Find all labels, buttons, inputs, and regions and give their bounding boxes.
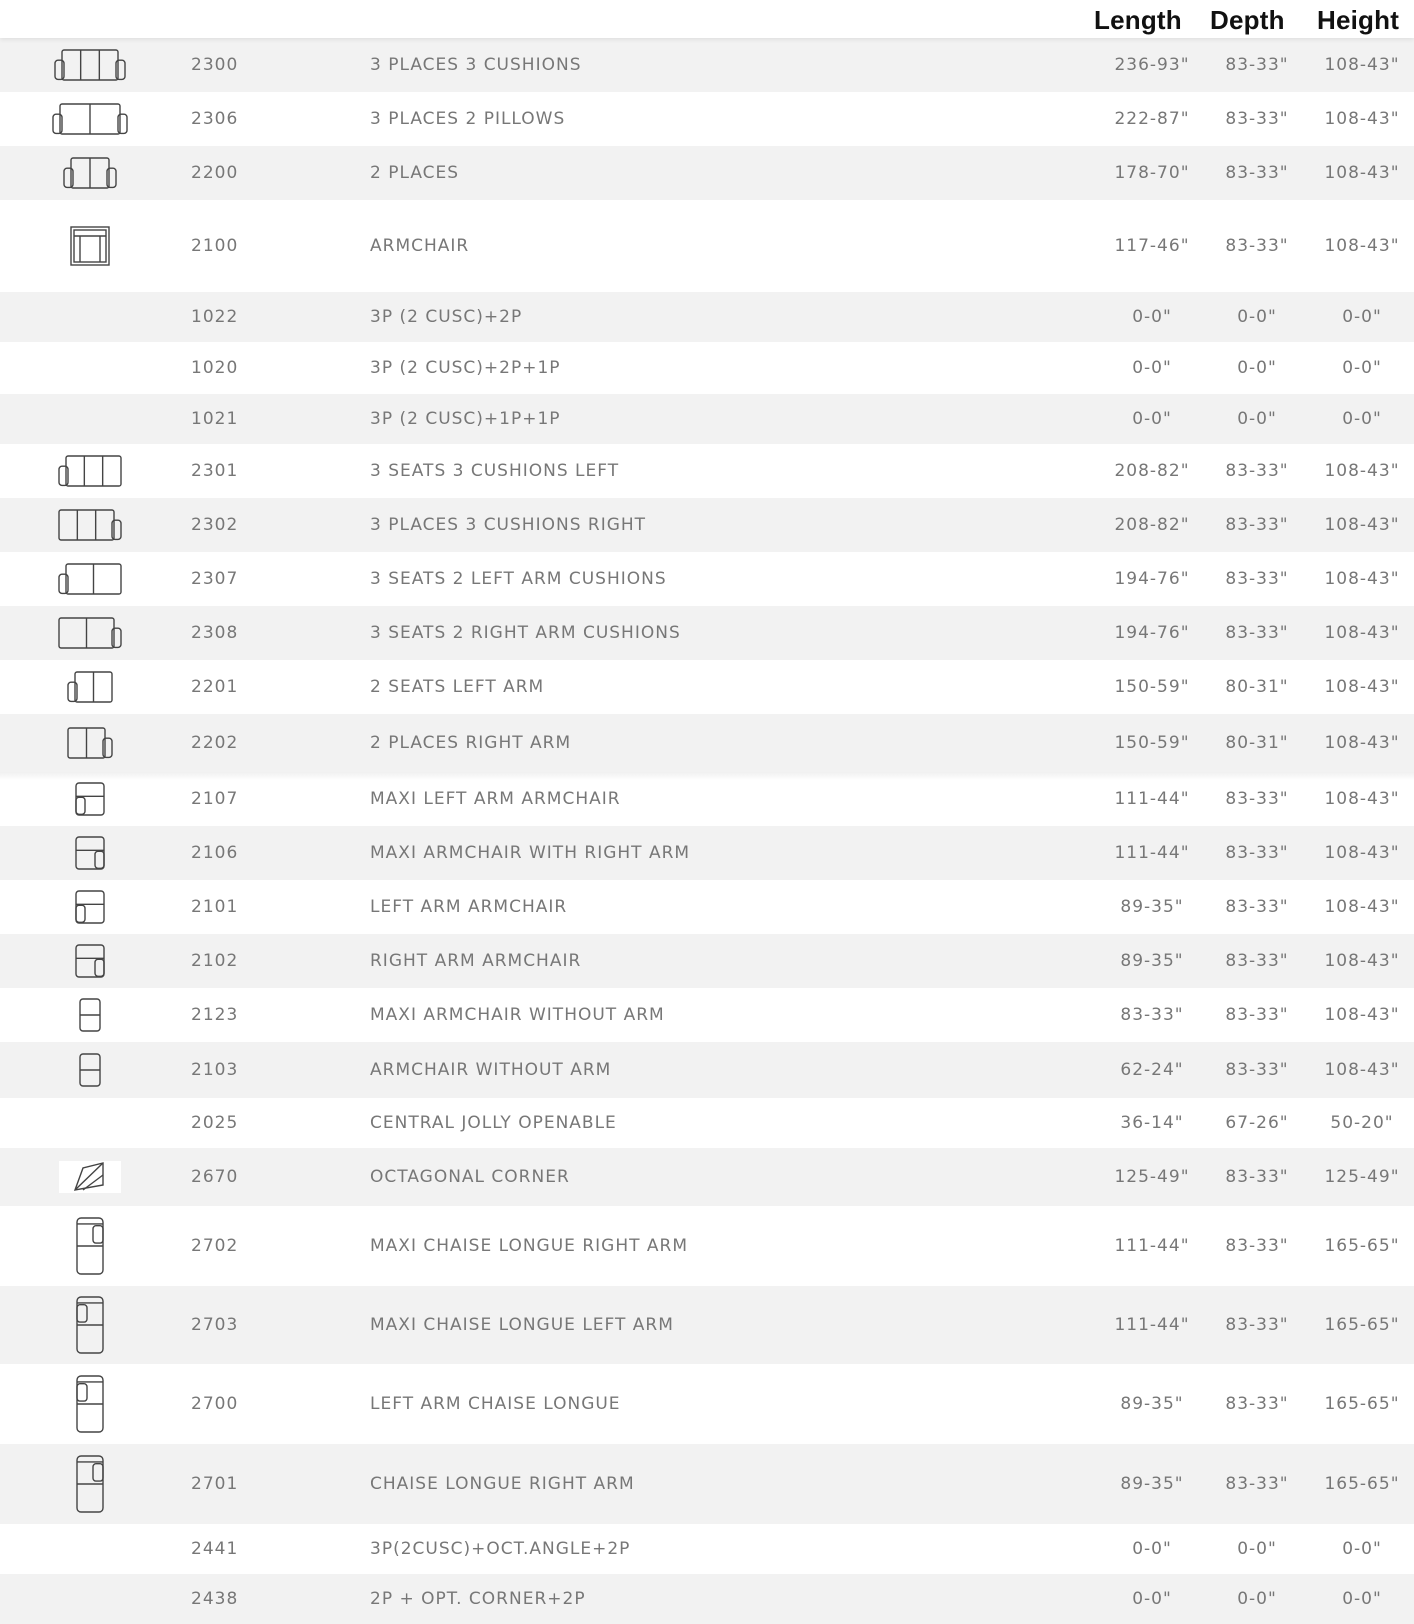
length-value: 62-24" — [1120, 1060, 1184, 1080]
depth-value: 83-33" — [1225, 163, 1289, 183]
table-row — [0, 660, 1414, 714]
depth-value: 83-33" — [1225, 789, 1289, 809]
product-description: 3 SEATS 3 CUSHIONS LEFT — [370, 461, 620, 481]
product-description: OCTAGONAL CORNER — [370, 1167, 570, 1187]
depth-value: 83-33" — [1225, 515, 1289, 535]
depth-value: 83-33" — [1225, 1315, 1289, 1335]
product-code: 2302 — [191, 515, 239, 535]
height-value: 108-43" — [1324, 843, 1400, 863]
height-value: 108-43" — [1324, 515, 1400, 535]
length-value: 0-0" — [1132, 1539, 1172, 1559]
product-description: MAXI ARMCHAIR WITH RIGHT ARM — [370, 843, 691, 863]
product-description: LEFT ARM ARMCHAIR — [370, 897, 568, 917]
product-code: 2123 — [191, 1005, 239, 1025]
product-code: 2308 — [191, 623, 239, 643]
depth-value: 83-33" — [1225, 843, 1289, 863]
depth-value: 0-0" — [1237, 1589, 1277, 1609]
table-row — [0, 92, 1414, 146]
product-code: 1022 — [191, 307, 239, 327]
height-value: 165-65" — [1324, 1394, 1400, 1414]
depth-value: 83-33" — [1225, 461, 1289, 481]
height-value: 108-43" — [1324, 951, 1400, 971]
length-value: 83-33" — [1120, 1005, 1184, 1025]
product-code: 2202 — [191, 733, 239, 753]
depth-value: 0-0" — [1237, 409, 1277, 429]
chair-no-arm-icon — [79, 1053, 101, 1087]
product-description: 2 PLACES — [370, 163, 460, 183]
depth-value: 83-33" — [1225, 109, 1289, 129]
product-code: 2703 — [191, 1315, 239, 1335]
height-value: 0-0" — [1342, 358, 1382, 378]
product-code: 2702 — [191, 1236, 239, 1256]
product-description: MAXI ARMCHAIR WITHOUT ARM — [370, 1005, 665, 1025]
height-value: 108-43" — [1324, 163, 1400, 183]
column-header-height: Height — [1317, 5, 1400, 35]
table-row — [0, 498, 1414, 552]
product-code: 2101 — [191, 897, 239, 917]
height-value: 0-0" — [1342, 409, 1382, 429]
length-value: 194-76" — [1114, 569, 1190, 589]
product-code: 2103 — [191, 1060, 239, 1080]
height-value: 0-0" — [1342, 307, 1382, 327]
column-header-depth: Depth — [1210, 5, 1285, 35]
length-value: 194-76" — [1114, 623, 1190, 643]
height-value: 0-0" — [1342, 1539, 1382, 1559]
length-value: 89-35" — [1120, 897, 1184, 917]
chair-left-arm-icon — [75, 782, 105, 816]
length-value: 236-93" — [1114, 55, 1190, 75]
depth-value: 83-33" — [1225, 1474, 1289, 1494]
table-row — [0, 394, 1414, 444]
table-row — [0, 1286, 1414, 1364]
height-value: 108-43" — [1324, 789, 1400, 809]
product-description: MAXI CHAISE LONGUE RIGHT ARM — [370, 1236, 688, 1256]
height-value: 108-43" — [1324, 569, 1400, 589]
chaise-left-arm-icon — [75, 1375, 105, 1433]
length-value: 0-0" — [1132, 307, 1172, 327]
table-row — [0, 1524, 1414, 1574]
product-code: 2107 — [191, 789, 239, 809]
product-code: 2670 — [191, 1167, 239, 1187]
table-row — [0, 1364, 1414, 1444]
product-description: 3 SEATS 2 RIGHT ARM CUSHIONS — [370, 623, 681, 643]
height-value: 108-43" — [1324, 55, 1400, 75]
table-row — [0, 1574, 1414, 1624]
depth-value: 0-0" — [1237, 358, 1277, 378]
product-description: 3P (2 CUSC)+2P — [370, 307, 523, 327]
table-row — [0, 146, 1414, 200]
sofa-2-cushion-left-arm-icon — [58, 563, 122, 595]
product-code: 2438 — [191, 1589, 239, 1609]
length-value: 111-44" — [1114, 1315, 1190, 1335]
depth-value: 83-33" — [1225, 236, 1289, 256]
sofa-3-cushions-icon — [54, 49, 126, 81]
table-row — [0, 444, 1414, 498]
height-value: 0-0" — [1342, 1589, 1382, 1609]
product-code: 2100 — [191, 236, 239, 256]
chaise-left-arm-icon — [75, 1296, 105, 1354]
depth-value: 83-33" — [1225, 897, 1289, 917]
product-description: CHAISE LONGUE RIGHT ARM — [370, 1474, 635, 1494]
product-description: MAXI CHAISE LONGUE LEFT ARM — [370, 1315, 674, 1335]
length-value: 178-70" — [1114, 163, 1190, 183]
depth-value: 0-0" — [1237, 307, 1277, 327]
sofa-2-left-arm-icon — [67, 671, 113, 703]
depth-value: 83-33" — [1225, 1060, 1289, 1080]
product-description: 3 PLACES 3 CUSHIONS RIGHT — [370, 515, 647, 535]
table-row — [0, 1042, 1414, 1098]
height-value: 165-65" — [1324, 1474, 1400, 1494]
table-row — [0, 342, 1414, 394]
length-value: 150-59" — [1114, 733, 1190, 753]
height-value: 108-43" — [1324, 1060, 1400, 1080]
height-value: 108-43" — [1324, 1005, 1400, 1025]
product-code: 1021 — [191, 409, 239, 429]
depth-value: 83-33" — [1225, 951, 1289, 971]
product-code: 2700 — [191, 1394, 239, 1414]
chair-right-arm-icon — [75, 944, 105, 978]
depth-value: 83-33" — [1225, 1394, 1289, 1414]
product-description: 3P (2 CUSC)+1P+1P — [370, 409, 561, 429]
product-code: 2306 — [191, 109, 239, 129]
depth-value: 83-33" — [1225, 1236, 1289, 1256]
height-value: 108-43" — [1324, 236, 1400, 256]
length-value: 0-0" — [1132, 1589, 1172, 1609]
product-code: 2701 — [191, 1474, 239, 1494]
length-value: 89-35" — [1120, 951, 1184, 971]
table-row — [0, 880, 1414, 934]
table-row — [0, 1098, 1414, 1148]
length-value: 36-14" — [1120, 1113, 1184, 1133]
height-value: 125-49" — [1324, 1167, 1400, 1187]
product-code: 2301 — [191, 461, 239, 481]
product-description: 3P (2 CUSC)+2P+1P — [370, 358, 561, 378]
length-value: 208-82" — [1114, 461, 1190, 481]
sofa-3-left-arm-icon — [58, 455, 122, 487]
product-description: 2 SEATS LEFT ARM — [370, 677, 545, 697]
product-description: 3P(2CUSC)+OCT.ANGLE+2P — [370, 1539, 631, 1559]
product-code: 2441 — [191, 1539, 239, 1559]
depth-value: 83-33" — [1225, 569, 1289, 589]
chair-no-arm-icon — [79, 998, 101, 1032]
chaise-right-arm-icon — [75, 1455, 105, 1513]
table-row — [0, 934, 1414, 988]
length-value: 0-0" — [1132, 409, 1172, 429]
chair-left-arm-icon — [75, 890, 105, 924]
depth-value: 83-33" — [1225, 1167, 1289, 1187]
table-row — [0, 552, 1414, 606]
length-value: 111-44" — [1114, 843, 1190, 863]
product-description: ARMCHAIR WITHOUT ARM — [370, 1060, 612, 1080]
height-value: 165-65" — [1324, 1315, 1400, 1335]
product-description: 2 PLACES RIGHT ARM — [370, 733, 572, 753]
length-value: 89-35" — [1120, 1394, 1184, 1414]
table-row — [0, 292, 1414, 342]
table-header — [0, 0, 1414, 38]
sofa-3-right-arm-icon — [58, 509, 122, 541]
product-code: 1020 — [191, 358, 239, 378]
length-value: 222-87" — [1114, 109, 1190, 129]
length-value: 208-82" — [1114, 515, 1190, 535]
product-code: 2300 — [191, 55, 239, 75]
table-row — [0, 714, 1414, 772]
sofa-2-right-arm-icon — [67, 727, 113, 759]
sofa-2-cushion-right-arm-icon — [58, 617, 122, 649]
product-description: MAXI LEFT ARM ARMCHAIR — [370, 789, 621, 809]
chair-right-arm-icon — [75, 836, 105, 870]
product-code: 2201 — [191, 677, 239, 697]
height-value: 50-20" — [1330, 1113, 1394, 1133]
depth-value: 67-26" — [1225, 1113, 1289, 1133]
length-value: 111-44" — [1114, 1236, 1190, 1256]
product-description: 3 SEATS 2 LEFT ARM CUSHIONS — [370, 569, 667, 589]
column-header-length: Length — [1094, 5, 1182, 35]
table-row — [0, 200, 1414, 292]
product-code: 2307 — [191, 569, 239, 589]
product-description: 3 PLACES 3 CUSHIONS — [370, 55, 582, 75]
product-code: 2106 — [191, 843, 239, 863]
length-value: 0-0" — [1132, 358, 1172, 378]
product-description: LEFT ARM CHAISE LONGUE — [370, 1394, 621, 1414]
height-value: 108-43" — [1324, 677, 1400, 697]
depth-value: 83-33" — [1225, 1005, 1289, 1025]
product-code: 2025 — [191, 1113, 239, 1133]
height-value: 108-43" — [1324, 461, 1400, 481]
product-description: 3 PLACES 2 PILLOWS — [370, 109, 566, 129]
section-divider — [0, 772, 1414, 780]
length-value: 89-35" — [1120, 1474, 1184, 1494]
table-row — [0, 772, 1414, 826]
length-value: 111-44" — [1114, 789, 1190, 809]
depth-value: 80-31" — [1225, 733, 1289, 753]
sofa-2-seats-icon — [63, 157, 117, 189]
table-row — [0, 826, 1414, 880]
product-description: 2P + OPT. CORNER+2P — [370, 1589, 586, 1609]
length-value: 150-59" — [1114, 677, 1190, 697]
table-row — [0, 1148, 1414, 1206]
product-description: RIGHT ARM ARMCHAIR — [370, 951, 582, 971]
depth-value: 0-0" — [1237, 1539, 1277, 1559]
height-value: 108-43" — [1324, 897, 1400, 917]
depth-value: 83-33" — [1225, 55, 1289, 75]
height-value: 108-43" — [1324, 623, 1400, 643]
table-row — [0, 606, 1414, 660]
product-code: 2102 — [191, 951, 239, 971]
table-row — [0, 988, 1414, 1042]
length-value: 125-49" — [1114, 1167, 1190, 1187]
table-row — [0, 38, 1414, 92]
table-row — [0, 1444, 1414, 1524]
depth-value: 80-31" — [1225, 677, 1289, 697]
product-code: 2200 — [191, 163, 239, 183]
length-value: 117-46" — [1114, 236, 1190, 256]
depth-value: 83-33" — [1225, 623, 1289, 643]
height-value: 108-43" — [1324, 109, 1400, 129]
octagonal-corner-icon — [59, 1161, 121, 1193]
table-row — [0, 1206, 1414, 1286]
product-description: ARMCHAIR — [370, 236, 470, 256]
chaise-right-arm-icon — [75, 1217, 105, 1275]
armchair-icon — [70, 226, 110, 266]
sofa-2-cushions-icon — [52, 103, 128, 135]
height-value: 108-43" — [1324, 733, 1400, 753]
height-value: 165-65" — [1324, 1236, 1400, 1256]
product-description: CENTRAL JOLLY OPENABLE — [370, 1113, 617, 1133]
